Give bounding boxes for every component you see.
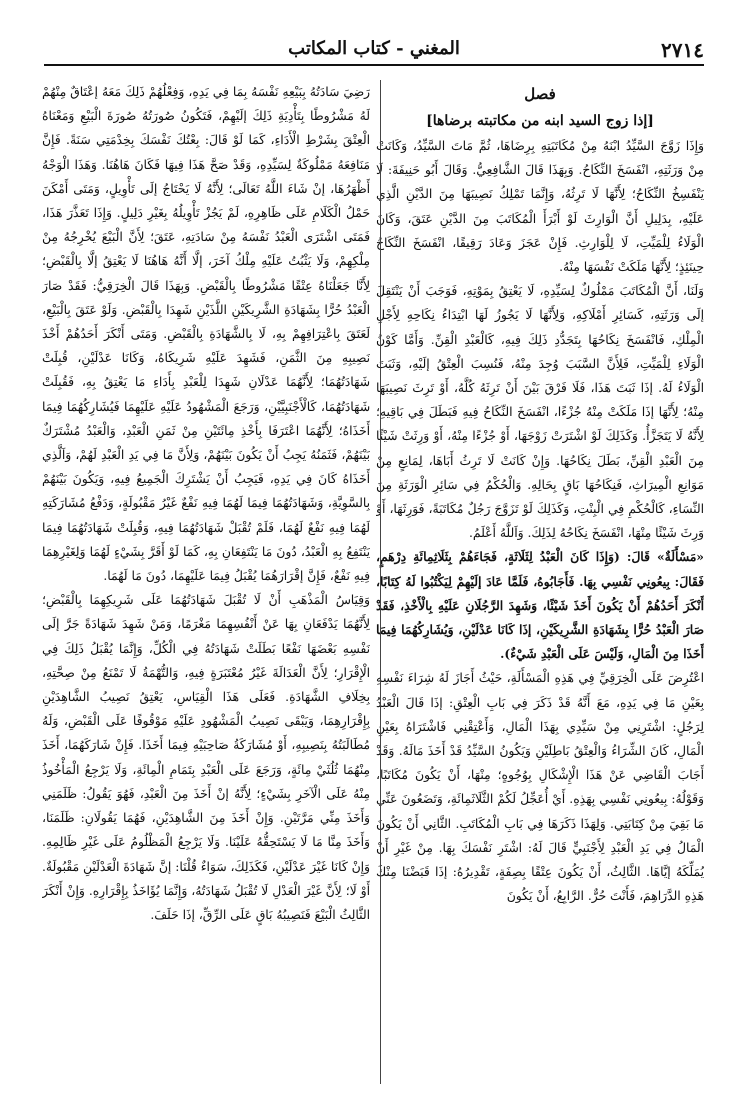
section-subtitle: [إذا زوج السيد ابنه من مكاتبته برضاها] [426,113,654,129]
left-column [42,80,370,1084]
paragraph: وَقِيَاسُ الْمَذْهَبِ أَنْ لَا تُقْبَلَ شَهَادَتُهُمَا عَلَى شَرِيكِهِمَا بِالْقَبْضِ؛ لِأَنَّهُمَا يَدْفَعَانِ بِهَا عَنْ أَنْفُسِهِمَا مَغْرَمًا، وَمَنْ شَهِدَ شَهَادَةً جَرَّ إلَى نَفْسِهِ بَعْضَهَا نَفْعًا بَطَلَتْ شَهَادَتُهُ فِي الْكُلِّ، وَإِنَّمَا يُقْبَلُ ذَلِكَ فِي الْإِقْرَارِ؛ لِأَنَّ الْعَدَالَةَ غَيْرُ مُعْتَبَرَةٍ فِيهِ، وَالتُّهْمَةُ لَا تَمْنَعُ مِنْ صِحَّتِهِ، بِخِلَافِ الشَّهَادَةِ. فَعَلَى هَذَا الْقِيَاسِ، يَعْتِقُ نَصِيبُ الشَّاهِدَيْنِ بِإِقْرَارِهِمَا، وَيَبْقَى نَصِيبُ الْمَشْهُودِ عَلَيْهِ مَوْقُوفًا عَلَى الْقَبْضِ، وَلَهُ مُطَالَبَتُهُ بِنَصِيبِهِ، أَوْ مُشَارَكَةُ صَاحِبَيْهِ فِيمَا أَخَذَا. فَإِنْ شَارَكَهُمَا، أَخَذَ مِنْهُمَا ثُلُثَيْ مِائَةٍ، وَرَجَعَ عَلَى الْعَبْدِ بِتَمَامِ الْمِائَةِ، وَلَا يَرْجِعُ الْمَأْخُوذُ مِنْهُ عَلَى الْآخَرِ بِشَيْءٍ؛ لِأَنَّهُ إنْ أَخَذَ مِنَ الْعَبْدِ، فَهُوَ يَقُولُ: ظَلَمَنِي وَأَخَذَ مِنِّي مَرَّتَيْنِ. وَإِنْ أَخَذَ مِنَ الشَّاهِدَيْنِ، فَهُمَا يَقُولَانِ: ظَلَمَنَا، وَأَخَذَ مِنَّا مَا لَا يَسْتَحِقُّهُ عَلَيْنَا. وَلَا يَرْجِعُ الْمَظْلُومُ عَلَى غَيْرِ ظَالِمِهِ. وَإِنْ كَانَا غَيْرَ عَدْلَيْنِ، فَكَذَلِكَ، سَوَاءٌ قُلْنَا: إنَّ شَهَادَةَ الْعَدْلَيْنِ مَقْبُولَةٌ. أَوْ لَا؛ لِأَنَّ غَيْرَ الْعَدْلِ لَا تُقْبَلُ شَهَادَتُهُ، وَإِنَّمَا يُؤَاخَذُ بِإِقْرَارِهِ. وَإِنْ أَنْكَرَ الثَّالِثُ الْبَيْعَ فَنَصِيبُهُ بَاقٍ عَلَى الرِّقِّ، إذَا حَلَفَ. [42,593,370,922]
paragraph: وَلَنَا، أَنَّ الْمُكَاتَبَ مَمْلُوكٌ لِسَيِّدِهِ، لَا يَعْتِقُ بِمَوْتِهِ، فَوَجَبَ أَنْ يَنْتَقِلَ إلَى وَرَثَتِهِ، كَسَائِرِ أَمْلَاكِهِ، وَلِأَنَّهَا لَا يَجُوزُ لَهَا ابْتِدَاءُ نِكَاحِهِ لِأَجْلِ الْمِلْكِ، فَانْفَسَخَ نِكَاحُهَا بِتَجَدُّدِ ذَلِكَ فِيهِ، كَالْعَبْدِ الْقِنِّ. وَأَمَّا كَوْنُ الْوَلَاءِ لِلْمَيِّتِ، فَلِأَنَّ السَّبَبَ وُجِدَ مِنْهُ، فَنُسِبَ الْعِتْقُ إلَيْهِ، وَثَبَتَ الْوَلَاءُ لَهُ. إذَا ثَبَتَ هَذَا، فَلَا فَرْقَ بَيْنَ أَنْ تَرِثَهُ كُلَّهُ، أَوْ تَرِثَ نَصِيبَهَا مِنْهُ؛ لِأَنَّهَا إذَا مَلَكَتْ مِنْهُ جُزْءًا، انْفَسَخَ النِّكَاحُ فِيهِ فَبَطَلَ فِي بَاقِيهِ؛ لِأَنَّهُ لَا يَتَجَزَّأُ. وَكَذَلِكَ لَوْ اشْتَرَتْ زَوْجَهَا، أَوْ جُزْءًا مِنْهُ، أَوْ وَرِثَتْ شَيْئًا مِنَ الْعَبْدِ الْقِنِّ، بَطَلَ نِكَاحُهَا. وَإِنْ كَانَتْ لَا تَرِثُ أَبَاهَا، لِمَانِعٍ مِنْ مَوَانِعِ الْمِيرَاثِ، فَنِكَاحُهَا بَاقٍ بِحَالِهِ. وَالْحُكْمُ فِي سَائِرِ الْوَرَثَةِ مِنَ النِّسَاءِ، كَالْحُكْمِ فِي الْبِنْتِ، وَكَذَلِكَ لَوْ تَزَوَّجَ رَجُلٌ مُكَاتَبَةً، فَوَرِثَهَا، أَوْ وَرِثَ شَيْئًا مِنْهَا، انْفَسَخَ نِكَاحُهُ لِذَلِكَ. وَاَللَّهُ أَعْلَمُ. [376,284,704,541]
paragraph: وَإِذَا زَوَّجَ السَّيِّدُ ابْنَهُ مِنْ مُكَاتَبَتِهِ بِرِضَاهَا، ثُمَّ مَاتَ السَّيِّدُ، وَكَانَتْ مِنْ وَرَثَتِهِ، انْفَسَخَ النِّكَاحُ. وَبِهَذَا قَالَ الشَّافِعِيُّ. وَقَالَ أَبُو حَنِيفَةَ: لَا يَنْفَسِخُ النِّكَاحُ؛ لِأَنَّهَا لَا تَرِثُهُ، وَإِنَّمَا تَمْلِكُ نَصِيبَهَا مِنَ الدَّيْنِ الَّذِي عَلَيْهِ، بِدَلِيلِ أَنَّ الْوَارِثَ لَوْ أَبْرَأَ الْمُكَاتَبَ مِنَ الدَّيْنِ عَتَقَ، وَكَانَ الْوَلَاءُ لِلْمَيِّتِ، لَا لِلْوَارِثِ. فَإِنْ عَجَزَ وَعَادَ رَقِيقًا، انْفَسَخَ النِّكَاحُ حِينَئِذٍ؛ لِأَنَّهَا مَلَكَتْ نَفْسَهَا مِنْهُ. [376,139,704,275]
running-title: المغني - كتاب المكاتب [288,38,460,59]
paragraph: اعْتُرِضَ عَلَى الْخِرَقِيِّ فِي هَذِهِ الْمَسْأَلَةِ، حَيْثُ أَجَازَ لَهُ شِرَاءَ نَفْسِهِ بِعَيْنِ مَا فِي يَدِهِ، مَعَ أَنَّهُ قَدْ ذَكَرَ فِي بَابِ الْعِتْقِ: إذَا قَالَ الْعَبْدُ لِرَجُلٍ: اشْتَرِنِي مِنْ سَيِّدِي بِهَذَا الْمَالِ، وَأَعْتِقْنِي فَاشْتَرَاهُ بِعَيْنِ الْمَالِ، كَانَ الشِّرَاءُ وَالْعِتْقُ بَاطِلَيْنِ وَيَكُونُ السَّيِّدُ قَدْ أَخَذَ مَالَهُ. وَقَدْ أَجَابَ الْقَاضِي عَنْ هَذَا الْإِشْكَالِ بِوُجُوهٍ؛ مِنْهَا، أَنْ يَكُونَ مُكَاتَبًا، وَقَوْلُهُ: بِيعُونِي نَفْسِي بِهَذِهِ. أَيْ أُعَجِّلُ لَكُمْ الثَّلَاثَمِائَةِ، وَتَضَعُونَ عَنِّي مَا بَقِيَ مِنْ كِتَابَتِي. وَلِهَذَا ذَكَرَهَا فِي بَابِ الْمُكَاتَبِ. الثَّانِي أَنْ يَكُونَ الْمَالُ فِي يَدِ الْعَبْدِ لِأَجْنَبِيٍّ قَالَ لَهُ: اشْتَرِ نَفْسَكَ بِهَا. مِنْ غَيْرِ أَنْ يُمَلِّكَهُ إيَّاهَا. الثَّالِثُ، أَنْ يَكُونَ عِتْقًا بِصِفَةٍ، تَقْدِيرُهُ: إذَا قَبَضْنَا مِنْكَ هَذِهِ الدَّرَاهِمَ، فَأَنْتَ حُرٌّ. الرَّابِعُ، أَنْ يَكُونَ [376,671,704,904]
section-title: فصل [524,85,556,103]
right-column [376,80,704,1084]
masala-paragraph: «مَسْأَلَةٌ» قَالَ: (وَإِذَا كَانَ الْعَبْدُ لِثَلَاثَةٍ، فَجَاءَهُمْ بِثَلَاثِمِائَةِ دِرْهَمٍ، فَقَالَ: بِيعُونِي نَفْسِي بِهَا. فَأَجَابُوهُ، فَلَمَّا عَادَ إلَيْهِمْ لِيَكْتُبُوا لَهُ كِتَابًا، أَنْكَرَ أَحَدُهُمْ أَنْ يَكُونَ أَخَذَ شَيْئًا، وَشَهِدَ الرَّجُلَانِ عَلَيْهِ بِالْأَخْذِ، فَقَدْ صَارَ الْعَبْدُ حُرًّا بِشَهَادَةِ الشَّرِيكَيْنِ، إذَا كَانَا عَدْلَيْنِ، وَيُشَارِكُهُمَا فِيمَا أَخَذَا مِنَ الْمَالِ، وَلَيْسَ عَلَى الْعَبْدِ شَيْءٌ). [376,549,704,662]
page-header [44,38,704,66]
column-divider [380,80,381,1084]
paragraph: رَضِيَ سَادَتُهُ بِبَيْعِهِ نَفْسَهُ بِمَا فِي يَدِهِ، وَفِعْلُهُمْ ذَلِكَ مَعَهُ إعْتَاقٌ مِنْهُمْ لَهُ مَشْرُوطًا بِتَأْدِيَةِ ذَلِكَ إلَيْهِمْ، فَتَكُونُ صُورَتُهُ صُورَةَ الْبَيْعِ وَمَعْنَاهُ الْعِتْقَ بِشَرْطِ الْأَدَاءِ، كَمَا لَوْ قَالَ: بِعْتُكَ نَفْسَكَ بِخِدْمَتِي سَنَةً. فَإِنَّ مَنَافِعَهُ مَمْلُوكَةٌ لِسَيِّدِهِ، وَقَدْ صَحَّ هَذَا فِيهَا فَكَانَ هَاهُنَا. وَهَذَا الْوَجْهُ أَظْهَرُهَا، إنْ شَاءَ اللَّهُ تَعَالَى؛ لِأَنَّهُ لَا يَحْتَاجُ إلَى تَأْوِيلٍ، وَمَتَى أَمْكَنَ حَمْلُ الْكَلَامِ عَلَى ظَاهِرِهِ، لَمْ يَجُزْ تَأْوِيلُهُ بِغَيْرِ دَلِيلٍ. وَإِذَا تَعَذَّرَ هَذَا، فَمَتَى اشْتَرَى الْعَبْدُ نَفْسَهُ مِنْ سَادَتِهِ، عَتَقَ؛ لِأَنَّ الْبَيْعَ يُخْرِجُهُ مِنْ مِلْكِهِمْ، وَلَا يَثْبُتُ عَلَيْهِ مِلْكُ آخَرَ، إلَّا أَنَّهُ هَاهُنَا لَا يَعْتِقُ إلَّا بِالْقَبْضِ؛ لِأَنَّا جَعَلْنَاهُ عِتْقًا مَشْرُوطًا بِالْقَبْضِ. وَبِهَذَا قَالَ الْخِرَقِيُّ: فَقَدْ صَارَ الْعَبْدُ حُرًّا بِشَهَادَةِ الشَّرِيكَيْنِ اللَّذَيْنِ شَهِدَا بِالْقَبْضِ. وَلَوْ عَتَقَ بِالْبَيْعِ، لَعَتَقَ بِاعْتِرَافِهِمْ بِهِ، لَا بِالشَّهَادَةِ بِالْقَبْضِ. وَمَتَى أَنْكَرَ أَحَدُهُمْ أَخْذَ نَصِيبِهِ مِنَ الثَّمَنِ، فَشَهِدَ عَلَيْهِ شَرِيكَاهُ، وَكَانَا عَدْلَيْنِ، قُبِلَتْ شَهَادَتُهُمَا؛ لِأَنَّهُمَا عَدْلَانِ شَهِدَا لِلْعَبْدِ بِأَدَاءِ مَا يَعْتِقُ بِهِ، فَقُبِلَتْ شَهَادَتُهُمَا، كَالْأَجْنَبِيَّيْنِ، وَرَجَعَ الْمَشْهُودُ عَلَيْهِ عَلَيْهِمَا فَيُشَارِكُهُمَا فِيمَا أَخَذَاهُ؛ لِأَنَّهُمَا اعْتَرَفَا بِأَخْذِ مِائَتَيْنِ مِنْ ثَمَنِ الْعَبْدِ، وَالْعَبْدُ مُشْتَرَكٌ بَيْنَهُمْ، فَثَمَنُهُ يَجِبُ أَنْ يَكُونَ بَيْنَهُمْ، وَلِأَنَّ مَا فِي يَدِ الْعَبْدِ لَهُمْ، وَاَلَّذِي أَخَذَاهُ كَانَ فِي يَدِهِ، فَيَجِبُ أَنْ يَشْتَرِكَ الْجَمِيعُ فِيهِ، وَيَكُونَ بَيْنَهُمْ بِالسَّوِيَّةِ، وَشَهَادَتُهُمَا فِيمَا لَهُمَا فِيهِ نَفْعٌ غَيْرُ مَقْبُولَةٍ، وَدَفْعُ مُشَارَكَتِهِ لَهُمَا فِيهِ نَفْعٌ لَهُمَا، فَلَمْ تُقْبَلْ شَهَادَتُهُمَا فِيهِ، وَقُبِلَتْ شَهَادَتُهُمَا فِيمَا يَنْتَفِعُ بِهِ الْعَبْدُ، دُونَ مَا يَنْتَفِعَانِ بِهِ، كَمَا لَوْ أَقَرَّ بِشَيْءٍ لَهُمَا وَلِغَيْرِهِمَا فِيهِ نَفْعٌ، فَإِنَّ إقْرَارَهُمَا يُقْبَلُ فِيمَا عَلَيْهِمَا، دُونَ مَا لَهُمَا. [42,85,370,584]
page-number: ٢٧١٤ [661,38,704,62]
